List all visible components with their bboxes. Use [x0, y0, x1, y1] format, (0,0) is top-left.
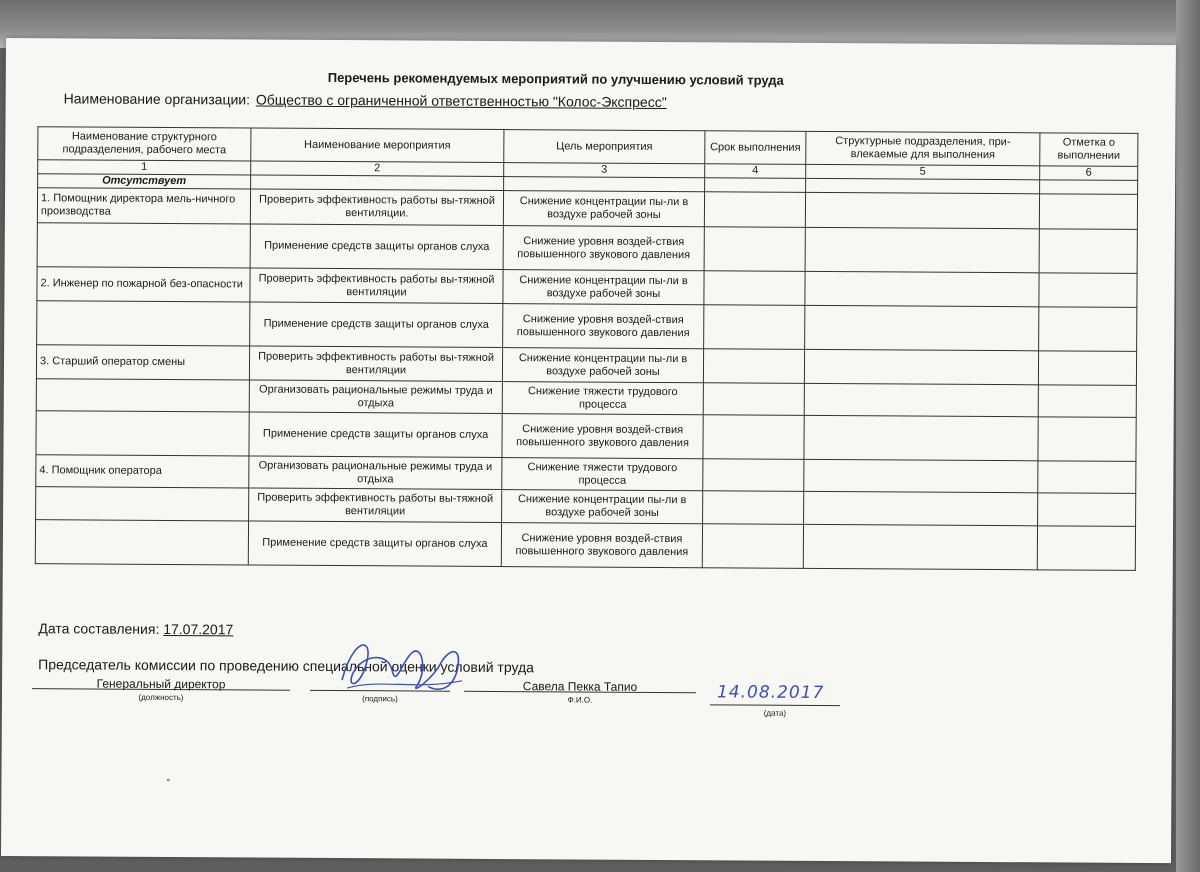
measures-table [35, 126, 1139, 571]
stray-mark: ° [166, 776, 171, 788]
row-goal: Снижение тяжести трудового процесса [502, 382, 703, 415]
row-dept: 2. Инженер по пожарной без-опасности [37, 267, 250, 302]
header-completion: Отметка о выполнении [1040, 133, 1138, 167]
row-goal: Снижение уровня воздей-ствия повышенного звукового давления [502, 414, 703, 459]
table-row [35, 520, 1135, 571]
column-number: 5 [806, 164, 1040, 179]
handwritten-date: 14.08.2017 [716, 682, 825, 704]
row-action: Применение средств защиты органов слуха [249, 412, 502, 458]
row-action: Проверить эффективность работы вы-тяжной вентиляции [249, 346, 502, 382]
row-goal: Снижение концентрации пы-ли в воздухе рабочей зоны [503, 191, 704, 227]
full-name-caption: Ф.И.О. [567, 695, 593, 705]
row-dept: 4. Помощник оператора [36, 455, 249, 488]
document-page [1, 38, 1176, 863]
row-goal: Снижение тяжести трудового процесса [502, 458, 703, 491]
row-goal: Снижение концентрации пы-ли в воздухе рабочей зоны [502, 348, 703, 383]
row-dept [36, 411, 249, 456]
column-number: 4 [705, 164, 806, 179]
handwritten-signature [332, 630, 472, 711]
row-goal: Снижение уровня воздей-ствия повышенного звукового давления [503, 226, 704, 271]
date-compiled-value: 17.07.2017 [163, 620, 234, 638]
scan-background-right [1176, 0, 1200, 872]
date-compiled [38, 620, 233, 637]
row-action: Применение средств защиты органов слуха [250, 224, 503, 270]
organization-line [64, 90, 667, 110]
date-compiled-label: Дата составления: [38, 620, 160, 637]
row-dept [37, 301, 250, 346]
column-number: 6 [1040, 166, 1138, 181]
commission-chair-line: Председатель комиссии по проведению специальной оценки условий труда [38, 656, 535, 676]
column-number: 2 [251, 161, 504, 177]
row-dept [36, 487, 249, 521]
organization-label: Наименование организации: [63, 90, 251, 108]
document-title: Перечень рекомендуемых мероприятий по улучшению условий труда [327, 69, 784, 88]
position-caption: (должность) [138, 692, 184, 703]
header-departments: Структурные подразделения, при-влекаемые для выполнения [806, 131, 1040, 165]
row-dept: 1. Помощник директора мель-ничного производства [37, 188, 250, 224]
table-row [36, 411, 1136, 462]
row-dept: 3. Старший оператор смены [36, 345, 249, 380]
position-value: Генеральный директор [96, 676, 226, 692]
organization-name: Общество с ограниченной ответственностью "Колос-Экспресс" [255, 91, 667, 111]
full-name-value: Савела Пекка Тапио [522, 679, 638, 694]
row-goal: Снижение уровня воздей-ствия повышенного звукового давления [501, 523, 702, 568]
row-goal: Снижение концентрации пы-ли в воздухе рабочей зоны [502, 490, 703, 524]
full-name-line [464, 677, 696, 693]
date-caption: (дата) [763, 708, 787, 718]
row-goal: Снижение концентрации пы-ли в воздухе рабочей зоны [503, 270, 704, 305]
row-action: Организовать рациональные режимы труда и отдыха [249, 380, 502, 414]
row-action: Организовать рациональные режимы труда и отдыха [249, 456, 502, 490]
row-dept [35, 520, 248, 565]
row-action: Проверить эффективность работы вы-тяжной вентиляции. [250, 189, 503, 226]
absent-label: Отсутствует [102, 174, 187, 188]
row-action: Применение средств защиты органов слуха [248, 521, 501, 567]
column-number: 1 [38, 160, 251, 175]
header-dept: Наименование структурного подразделения, рабочего места [38, 127, 251, 161]
row-action: Применение средств защиты органов слуха [250, 302, 503, 348]
row-dept [36, 379, 249, 412]
column-number: 3 [504, 163, 705, 178]
header-goal: Цель мероприятия [504, 130, 705, 164]
row-action: Проверить эффективность работы вы-тяжной вентиляции [249, 488, 502, 523]
table-row [37, 223, 1137, 274]
header-deadline: Срок выполнения [705, 131, 806, 165]
row-goal: Снижение уровня воздей-ствия повышенного звукового давления [503, 304, 704, 349]
header-action: Наименование мероприятия [251, 128, 504, 163]
row-action: Проверить эффективность работы вы-тяжной вентиляции [250, 268, 503, 304]
table-row [37, 301, 1137, 352]
position-line [32, 674, 290, 691]
signature-caption: (подпись) [362, 694, 398, 704]
row-dept [37, 223, 250, 268]
